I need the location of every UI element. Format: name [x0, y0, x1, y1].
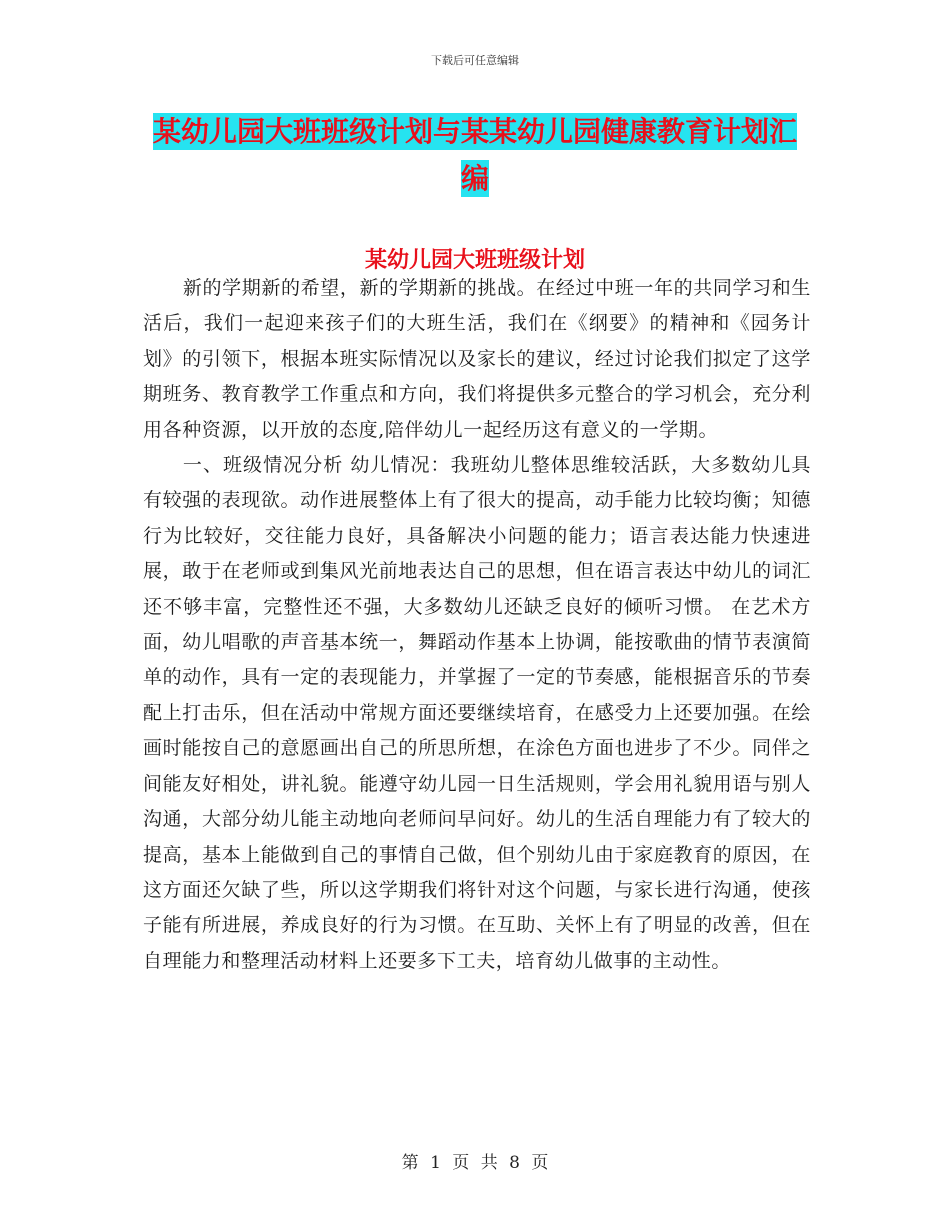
paragraph-class-analysis: 一、班级情况分析 幼儿情况：我班幼儿整体思维较活跃，大多数幼儿具有较强的表现欲。动作进展整体上有了很大的提高，动手能力比较均衡；知德行为比较好，交往能力良好，具备解决小问题的能力；语言表达能力快速进展，敢于在老师或到集风光前地表达自己的思想，但在语言表达中幼儿的词汇还不够丰富，完整性还不强，大多数幼儿还缺乏良好的倾听习惯。 在艺术方面，幼儿唱歌的声音基本统一，舞蹈动作基本上协调，能按歌曲的情节表演简单的动作，具有一定的表现能力，并掌握了一定的节奏感，能根据音乐的节奏配上打击乐，但在活动中常规方面还要继续培育，在感受力上还要加强。在绘画时能按自己的意愿画出自己的所思所想，在涂色方面也进步了不少。同伴之间能友好相处，讲礼貌。能遵守幼儿园一日生活规则，学会用礼貌用语与别人沟通，大部分幼儿能主动地向老师问早问好。幼儿的生活自理能力有了较大的提高，基本上能做到自己的事情自己做，但个别幼儿由于家庭教育的原因，在这方面还欠缺了些，所以这学期我们将针对这个问题，与家长进行沟通，使孩子能有所进展，养成良好的行为习惯。在互助、关怀上有了明显的改善，但在自理能力和整理活动材料上还要多下工夫，培育幼儿做事的主动性。 [143, 454, 811, 972]
paragraph-intro: 新的学期新的希望，新的学期新的挑战。在经过中班一年的共同学习和生活后，我们一起迎来孩子们的大班生活，我们在《纲要》的精神和《园务计划》的引领下，根据本班实际情况以及家长的建议，经过讨论我们拟定了这学期班务、教育教学工作重点和方向，我们将提供多元整合的学习机会，充分利用各种资源，以开放的态度,陪伴幼儿一起经历这有意义的一学期。 [143, 277, 811, 441]
body-text [143, 271, 811, 979]
page-number: 第 1 页 共 8 页 [401, 1153, 549, 1173]
section-title: 某幼儿园大班班级计划 [364, 247, 585, 273]
document-title [140, 108, 810, 202]
document-title-highlight: 某幼儿园大班班级计划与某某幼儿园健康教育计划汇编 [152, 115, 797, 195]
page-header-note: 下载后可任意编辑 [431, 54, 519, 67]
